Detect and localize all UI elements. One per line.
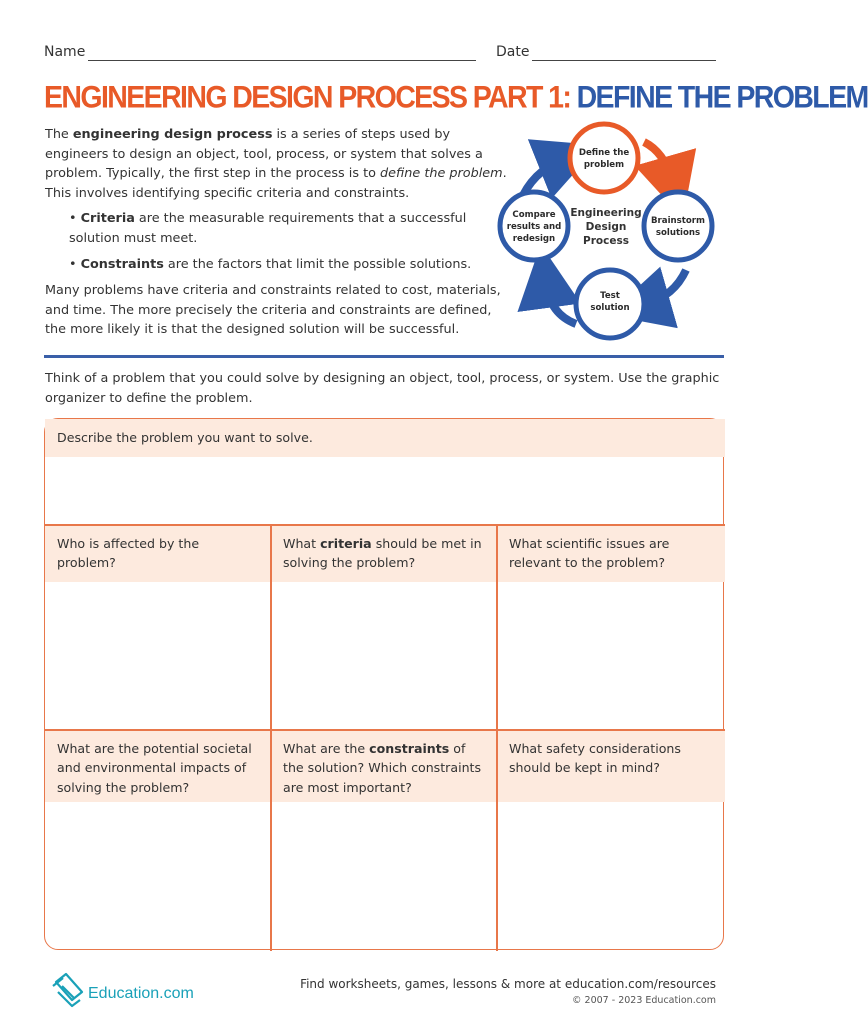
who-affected-header (45, 525, 271, 582)
instructions: Think of a problem that you could solve by designing an object, tool, process, or system. Use the graphic organizer to define the problem. (45, 371, 720, 406)
scientific-issues-header (497, 525, 725, 582)
constraints-header (271, 730, 497, 802)
name-date-row (44, 44, 724, 66)
design-process-cycle (496, 118, 728, 350)
question-criteria: What criteria should be met in solving the problem? (283, 536, 482, 571)
intro-paragraph-2: Many problems have criteria and constraints related to cost, materials, and time. The more precisely the criteria and constraints are defined, the more likely it is that the designed solution will be successful. (45, 283, 501, 338)
title-part-2: DEFINE THE PROBLEM (576, 80, 868, 116)
constraints-answer-box[interactable] (271, 802, 497, 951)
criteria-header (271, 525, 497, 582)
arrow-brainstorm-to-test (646, 270, 686, 304)
section-divider (44, 355, 724, 358)
safety-answer-box[interactable] (497, 802, 725, 951)
grid-line (270, 525, 272, 951)
step-define-line2: problem (583, 160, 625, 170)
describe-answer-box[interactable] (45, 457, 725, 525)
describe-prompt: Describe the problem you want to solve. (57, 430, 313, 445)
grid-line (45, 524, 725, 526)
education-logo[interactable] (50, 968, 210, 1012)
criteria-bullet: • Criteria are the measurable requirements that a successful solution must meet. (69, 211, 467, 246)
arrow-define-to-brainstorm (644, 142, 672, 180)
name-field[interactable] (88, 60, 476, 61)
footer-info (300, 977, 716, 1006)
step-compare-line2: results and (506, 222, 562, 232)
page-title (44, 80, 868, 120)
scientific-issues-answer-box[interactable] (497, 582, 725, 730)
cycle-center-line3: Process (583, 235, 629, 247)
impacts-header (45, 730, 271, 802)
describe-header (45, 419, 725, 457)
date-field[interactable] (532, 60, 716, 61)
step-define-line1: Define the (578, 148, 630, 158)
who-affected-answer-box[interactable] (45, 582, 271, 730)
question-scientific-issues: What scientific issues are relevant to the problem? (509, 536, 670, 571)
footer-resources-link[interactable]: Find worksheets, games, lessons & more at education.com/resources (300, 977, 716, 991)
question-impacts: What are the potential societal and environmental impacts of solving the problem? (57, 741, 252, 795)
step-brainstorm-line2: solutions (655, 228, 701, 238)
pencil-logo-icon (50, 970, 86, 1010)
question-constraints: What are the constraints of the solution? Which constraints are most important? (283, 741, 482, 795)
date-label: Date (496, 44, 530, 60)
intro-text (45, 125, 507, 340)
step-compare-line3: redesign (512, 234, 556, 244)
definition-list (69, 209, 507, 274)
step-test-line1: Test (600, 291, 620, 301)
step-brainstorm-line1: Brainstorm (651, 216, 705, 226)
question-who-affected: Who is affected by the problem? (57, 536, 200, 571)
arrow-test-to-compare (546, 284, 576, 324)
intro-paragraph-1: The engineering design process is a series of steps used by engineers to design an object, tool, process, or system that solves a problem. Typically, the first step in the process is to define the problem. This involves identifying specific criteria and constraints. (45, 127, 507, 201)
impacts-answer-box[interactable] (45, 802, 271, 951)
brand-name: Education.com (88, 985, 194, 1002)
criteria-answer-box[interactable] (271, 582, 497, 730)
footer-copyright: © 2007 - 2023 Education.com (572, 995, 716, 1006)
step-define-circle (570, 124, 638, 192)
constraints-bullet: • Constraints are the factors that limit the possible solutions. (69, 256, 472, 272)
question-safety: What safety considerations should be kept in mind? (509, 741, 681, 776)
name-label: Name (44, 44, 86, 60)
step-test-line2: solution (590, 303, 630, 313)
cycle-center-line2: Design (585, 221, 627, 233)
grid-line (45, 729, 725, 731)
title-part-1: ENGINEERING DESIGN PROCESS PART 1: (44, 80, 571, 116)
safety-header (497, 730, 725, 802)
cycle-center-line1: Engineering (570, 207, 642, 219)
step-compare-line1: Compare (512, 210, 556, 220)
graphic-organizer (44, 418, 724, 950)
grid-line (496, 525, 498, 951)
step-brainstorm-circle (644, 192, 712, 260)
